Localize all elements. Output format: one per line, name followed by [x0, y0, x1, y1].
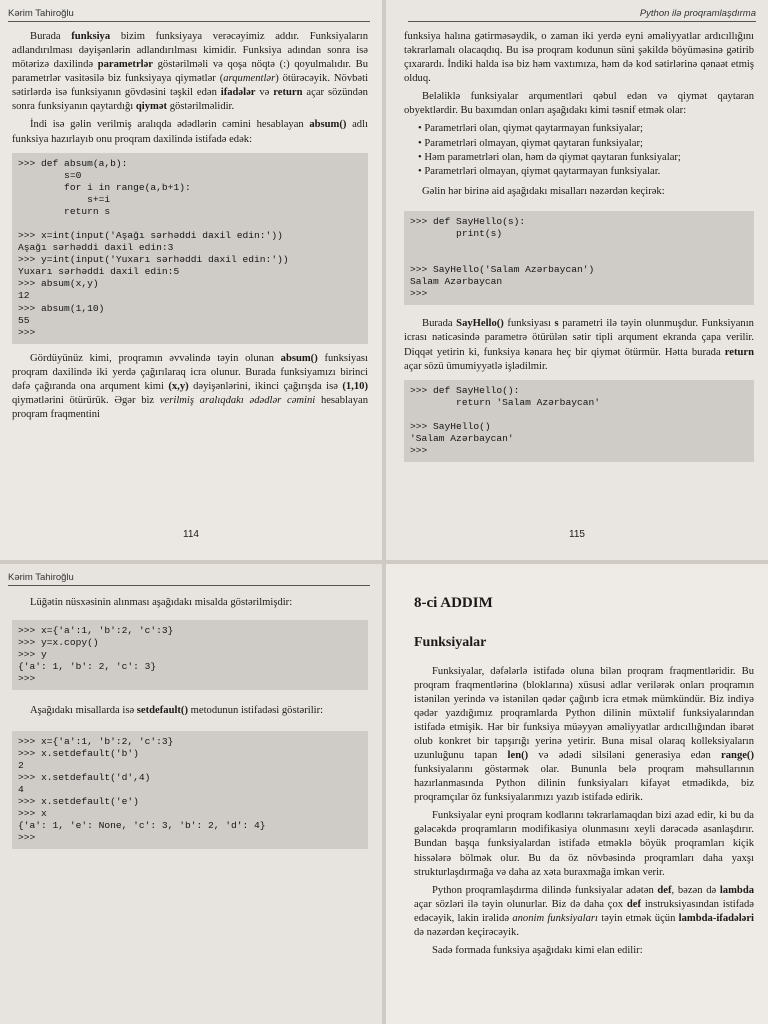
paragraph: Burada SayHello() funksiyası s parametri ilə təyin olunmuşdur. Funksiyanın icrası nəticəsində parametrə ötürülən sətir tipli arqument ekranda çapa verilir. Diqqət yetirin ki, funksiya kənara heç bir qiymət ötürmür. Hətta burada return açar sözü ümumiyyətlə işlədilmir.: [404, 318, 754, 372]
paragraph: Funksiyalar, dəfələrlə istifadə oluna bilən proqram fraqmentləridir. Bu proqram fraqmentlərinə (bloklarına) xüsusi adlar verilərək onları proqramın istənilən yerində və istənilən qədər çağırıb icra etmək mümkündür. Biz indiyə qədər yazdığımız proqramlarda Python dilinin müxtəlif funksiyalarından istifadə etmişik. Hər bir funksiya müəyyən əməliyyatlar ardıcıllığından ibarət olub konkret bir tapşırığı yerinə yetirir. Buna misal olaraq kolleksiyaların uzunluğunu tapan len() və ədədi silsiləni generasiya edən range() funksiyalarını göstərmək olar. Bununla belə proqram məhsullarının hazırlanmasında Python dilinin funksiyaları kifayət etmədikdə, biz proqramçılar öz funksiyalarımızı yazıb istifadə edirik.: [414, 665, 754, 804]
page-115: [386, 0, 768, 560]
paragraph: Burada funksiya bizim funksiyaya verəcəyimiz addır. Funksiyaların adlandırılması dəyişənlərin adlandırılması kimidir. Funksiya adından sonra isə mötərizə daxilində parametrlər göstərilməli və qoşa nöqtə (:) qoyulmalıdır. Bu parametrlər vasitəsilə biz funksiyaya qiymətlər (arqumentlər) ötürəcəyik. Növbəti sətirlərdə isə funksiyanın gövdəsini təşkil edən ifadələr və return açar sözündən sonra funksiyanın qaytardığı qiymət göstərilməlidir.: [12, 31, 369, 113]
page-body: [414, 594, 754, 962]
code-block: >>> def SayHello(): return 'Salam Azərbaycan' >>> SayHello() 'Salam Azərbaycan' >>>: [404, 380, 754, 462]
page-117: [386, 564, 768, 1024]
code-block: >>> x={'a':1, 'b':2, 'c':3} >>> y=x.copy() >>> y {'a': 1, 'b': 2, 'c': 3} >>>: [12, 620, 368, 690]
list-item: • Parametrləri olan, qiymət qaytarmayan funksiyalar;: [418, 122, 754, 136]
page-body: [404, 30, 754, 470]
page-number: 115: [569, 529, 585, 540]
paragraph: funksiya halına gətirməsəydik, o zaman iki yerdə eyni əməliyyatlar ardıcıllığını təkrarlamalı olacaqdıq. Bu isə proqram kodunun süni şəkildə böyüməsinə gətirib çıxarardı. İndiki halda isə biz həm vaxtımıza, həm də kod sətirlərinə qənaət etmiş olduq.: [404, 31, 754, 85]
page-body: [12, 596, 368, 857]
paragraph: Beləliklə funksiyalar arqumentləri qəbul edən və qiymət qaytaran obyektlərdir. Bu baxımdan onları aşağıdakı kimi təsnif etmək olar:: [404, 91, 754, 117]
list-item: • Parametrləri olmayan, qiymət qaytaran funksiyalar;: [418, 137, 754, 151]
paragraph: Gəlin hər birinə aid aşağıdakı misalları nəzərdən keçirək:: [422, 185, 665, 197]
running-header: Kərim Tahiroğlu: [8, 8, 370, 22]
paragraph: Gördüyünüz kimi, proqramın əvvəlində təyin olunan absum() funksiyası proqram daxilində iki yerdə çağırılaraq icra olunur. Burada funksiyamızı birinci dəfə çağıranda ona arqument kimi (x,y) dəyişənlərini, ikinci çağırışda isə (1,10) qiymətlərini ötürürük. Əgər biz verilmiş aralıqdakı ədədlər cəmini hesablayan proqram fraqmentini: [12, 352, 368, 421]
page-number: 114: [183, 529, 199, 540]
paragraph: Aşağıdakı misallarda isə setdefault() metodunun istifadəsi göstərilir:: [30, 705, 324, 717]
page-body: [12, 30, 368, 426]
running-header: Kərim Tahiroğlu: [8, 572, 370, 586]
page-116: [0, 564, 382, 1024]
page-114: [0, 0, 382, 560]
paragraph: Lüğətin nüsxəsinin alınması aşağıdakı misalda göstərilmişdir:: [30, 597, 293, 608]
chapter-title: 8-ci ADDIM: [414, 595, 493, 611]
code-block: >>> def absum(a,b): s=0 for i in range(a,b+1): s+=i return s >>> x=int(input('Aşağı sərhəddi daxil edin:')) Aşağı sərhəddi daxil edin:3 >>> y=int(input('Yuxarı sərhəddi daxil edin:')) Yuxarı sərhəddi daxil edin:5 >>> absum(x,y) 12 >>> absum(1,10) 55 >>>: [12, 153, 368, 344]
code-block: >>> x={'a':1, 'b':2, 'c':3} >>> x.setdefault('b') 2 >>> x.setdefault('d',4) 4 >>> x.setdefault('e') >>> x {'a': 1, 'e': None, 'c': 3, 'b': 2, 'd': 4} >>>: [12, 731, 368, 850]
code-block: >>> def SayHello(s): print(s) >>> SayHello('Salam Azərbaycan') Salam Azərbaycan >>>: [404, 211, 754, 306]
list-item: • Parametrləri olmayan, qiymət qaytarmayan funksiyalar.: [418, 165, 754, 179]
paragraph: Python proqramlaşdırma dilində funksiyalar adətən def, bəzən də lambda açar sözləri ilə təyin olunurlar. Biz də daha çox def instruksiyasından istifadə edəcəyik, lakin irəlidə anonim funksiyaları təyin etmək üçün lambda-ifadələri də nəzərdən keçirəcəyik.: [414, 884, 755, 938]
bullet-list: [418, 122, 754, 178]
list-item: • Həm parametrləri olan, həm də qiymət qaytaran funksiyalar;: [418, 151, 754, 165]
paragraph: Sadə formada funksiya aşağıdakı kimi elan edilir:: [432, 945, 643, 957]
paragraph: Funksiyalar eyni proqram kodlarını təkrarlamaqdan bizi azad edir, ki bu da gələcəkdə proqramların modifikasiya olunmasını xeyli dərəcədə asanlaşdırır. Bundan başqa funksiyalardan istifadə etməklə böyük proqramları kiçik hissələrə bölmək olur. Bu da öz növbəsində proqramları daha yaxşı strukturlaşdırmağa və daha az xəta buraxmağa imkan verir.: [414, 810, 754, 878]
paragraph: İndi isə gəlin verilmiş aralıqda ədədlərin cəmini hesablayan absum() adlı funksiya hazırlayıb onu proqram daxilində istifadə edək:: [12, 119, 368, 145]
section-title: Funksiyalar: [414, 634, 487, 650]
running-header: Python ilə proqramlaşdırma: [408, 8, 756, 22]
